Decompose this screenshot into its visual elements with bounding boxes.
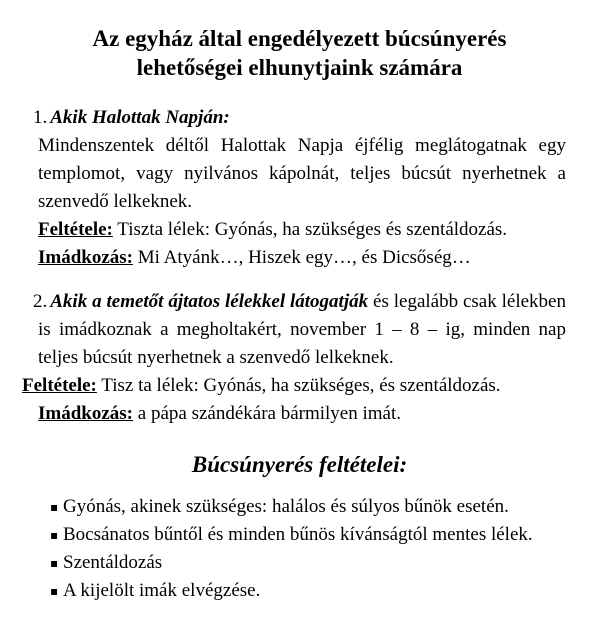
item-2-heading-line (33, 288, 566, 372)
section-heading: Búcsúnyerés feltételei: (191, 452, 408, 477)
item-1-prayer-label: Imádkozás: (38, 247, 134, 268)
item-2-prayer-text: a pápa szándékára bármilyen imát. (133, 403, 402, 424)
page-title-line-1: Az egyház által engedélyezett búcsúnyerés (92, 26, 507, 51)
item-2-condition-label: Feltétele: (22, 375, 97, 396)
list-item (33, 521, 566, 549)
item-1-condition-text: Tiszta lélek: Gyónás, ha szükséges és szentáldozás. (112, 219, 508, 240)
numbered-item-1 (33, 104, 566, 272)
numbered-item-2 (22, 288, 566, 428)
square-bullet-icon: ▪ (50, 556, 59, 570)
list-item (33, 493, 566, 521)
item-2-number: 2. (33, 291, 48, 312)
item-2-condition-text: Tisz ta lélek: Gyónás, ha szükséges, és szentáldozás. (96, 375, 501, 396)
item-1-body: Mindenszentek déltől Halottak Napja éjfélig meglátogatnak egy templomot, vagy nyilvános kápolnát, teljes búcsút nyerhetnek a szenvedő lelkeknek. (38, 135, 566, 212)
page-title-line-2: lehetőségei elhunytjaink számára (136, 55, 463, 80)
item-1-prayer-text: Mi Atyánk…, Hiszek egy…, és Dicsőség… (133, 247, 471, 268)
item-2-prayer-line (38, 400, 566, 428)
item-2-heading: Akik a temetőt ájtatos lélekkel látogatják (50, 291, 369, 312)
square-bullet-icon: ▪ (50, 500, 59, 514)
bullet-text: Szentáldozás (63, 552, 163, 573)
item-2-condition-line (22, 372, 566, 400)
item-1-number: 1. (33, 107, 48, 128)
item-1-heading-line (33, 104, 566, 132)
item-1-condition-line (38, 216, 566, 244)
item-1-heading: Akik Halottak Napján: (50, 107, 230, 128)
item-1-condition-label: Feltétele: (38, 219, 113, 240)
item-2-heading-rest: és legalább csak lélekben is imádkoznak a megholtakért, november 1 – 8 – ig, minden nap teljes búcsút nyerhetnek a szenvedő lelkeknek. (38, 291, 566, 368)
bullet-text: Gyónás, akinek szükséges: halálos és súlyos bűnök esetén. (63, 496, 509, 517)
bullet-text: A kijelölt imák elvégzése. (63, 580, 261, 601)
bullet-text: Bocsánatos bűntől és minden bűnös kívánságtól mentes lélek. (63, 524, 533, 545)
page-title (33, 24, 566, 82)
item-1-prayer-line (38, 244, 566, 272)
item-2-prayer-label: Imádkozás: (38, 403, 134, 424)
list-item (33, 577, 566, 605)
list-item (33, 549, 566, 577)
square-bullet-icon: ▪ (50, 584, 59, 598)
conditions-bullet-list (33, 493, 566, 605)
square-bullet-icon: ▪ (50, 528, 59, 542)
